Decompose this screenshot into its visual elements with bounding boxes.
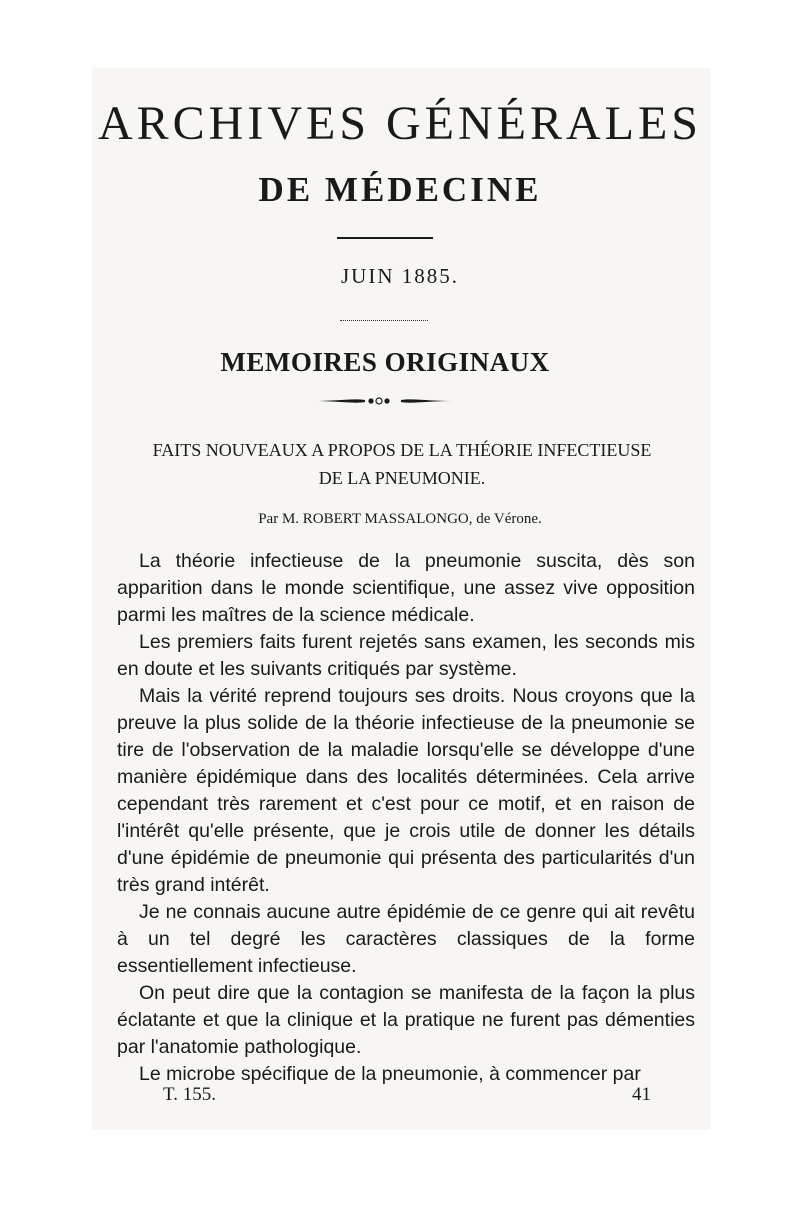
title-rule	[337, 237, 433, 239]
journal-title: ARCHIVES GÉNÉRALES	[97, 97, 702, 150]
section-heading: MEMOIRES ORIGINAUX	[220, 347, 550, 377]
dotted-rule	[340, 320, 428, 321]
body-paragraph: On peut dire que la contagion se manifesta de la façon la plus éclatante et que la clinique et la pratique ne furent pas démenties par l'anatomie pathologique.	[117, 982, 695, 1058]
ornament-divider-icon	[309, 395, 457, 407]
article-title	[104, 436, 700, 492]
body-paragraph: La théorie infectieuse de la pneumonie suscita, dès son apparition dans le monde scientifique, une assez vive opposition parmi les maîtres de la science médicale.	[117, 550, 695, 626]
page-number: 41	[632, 1084, 651, 1105]
article-title-line: DE LA PNEUMONIE.	[318, 468, 486, 488]
author-byline: Par M. ROBERT MASSALONGO, de Vérone.	[258, 511, 542, 527]
body-paragraph: Le microbe spécifique de la pneumonie, à commencer par	[139, 1063, 641, 1085]
issue-date: JUIN 1885.	[341, 264, 459, 288]
article-title-line: FAITS NOUVEAUX A PROPOS DE LA THÉORIE INFECTIEUSE	[152, 440, 652, 460]
journal-subtitle: DE MÉDECINE	[258, 170, 542, 209]
body-paragraph: Mais la vérité reprend toujours ses droits. Nous croyons que la preuve la plus solide de la théorie infectieuse de la pneumonie se tire de l'observation de la maladie lorsqu'elle se développe d'une manière épidémique dans des localités déterminées. Cela arrive cependant très rarement et c'est pour ce motif, et en raison de l'intérêt qu'elle présente, que je crois utile de donner les détails d'une épidémie de pneumonie qui présenta des particularités d'un très grand intérêt.	[117, 685, 695, 896]
article-body	[117, 548, 695, 1088]
volume-number: T. 155.	[163, 1084, 216, 1105]
body-paragraph: Les premiers faits furent rejetés sans examen, les seconds mis en doute et les suivants critiqués par système.	[117, 631, 695, 680]
body-paragraph: Je ne connais aucune autre épidémie de ce genre qui ait revêtu à un tel degré les caractères classiques de la forme essentiellement infectieuse.	[117, 901, 695, 977]
